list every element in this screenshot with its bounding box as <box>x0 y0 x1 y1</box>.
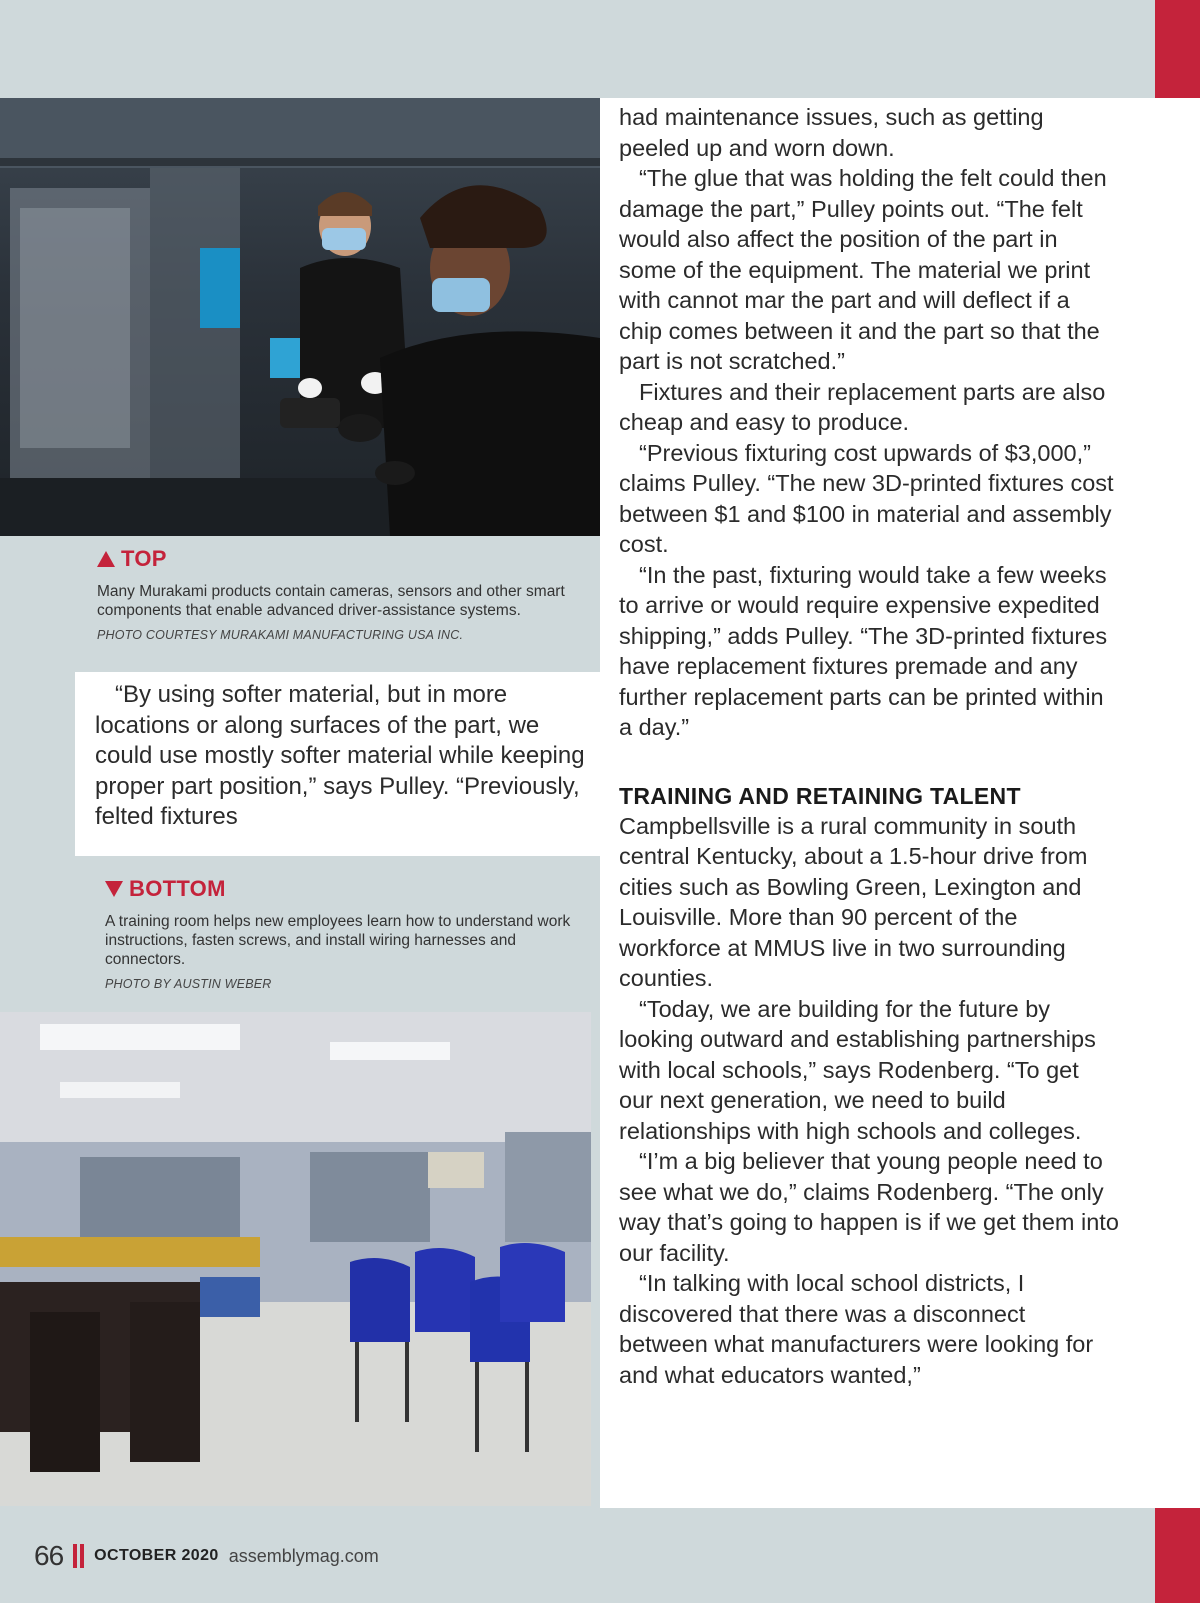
article-column <box>619 102 1119 1390</box>
caption-heading-top <box>97 546 587 572</box>
triangle-down-icon <box>105 881 123 897</box>
pull-quote-text: “By using softer material, but in more locations or along surfaces of the part, we could use mostly softer material while keeping proper part position,” says Pulley. “Previously, felted fixtures <box>95 681 585 830</box>
article-paragraph: Campbellsville is a rural community in south central Kentucky, about a 1.5-hour drive from cities such as Bowling Green, Lexington and Louisville. More than 90 percent of the workforce at MMUS live in two surrounding counties. <box>619 812 1088 991</box>
photo-credit: PHOTO BY AUSTIN WEBER <box>105 977 272 991</box>
caption-heading-bottom <box>105 876 575 902</box>
page-footer <box>34 1540 379 1572</box>
top-photo-caption <box>97 546 587 642</box>
triangle-up-icon <box>97 551 115 567</box>
caption-heading-text: BOTTOM <box>129 876 226 901</box>
top-band <box>0 0 1155 98</box>
section-subhead: TRAINING AND RETAINING TALENT <box>619 782 1021 809</box>
footer-divider-icon <box>73 1544 84 1568</box>
training-room-photo <box>0 1012 591 1506</box>
article-paragraph: “Previous fixturing cost upwards of $3,000,” claims Pulley. “The new 3D-printed fixtures cost between $1 and $100 in material and assembly cost. <box>619 439 1114 557</box>
factory-workers-photo <box>0 98 600 536</box>
article-paragraph: “The glue that was holding the felt could then damage the part,” Pulley points out. “The felt would also affect the position of the part in some of the equipment. The material we print with cannot mar the part and will deflect if a chip comes between it and the part so that the part is not scratched.” <box>619 165 1107 374</box>
issue-date: OCTOBER 2020 <box>94 1547 219 1564</box>
website-link[interactable]: assemblymag.com <box>228 1545 379 1566</box>
photo-credit: PHOTO COURTESY MURAKAMI MANUFACTURING USA INC. <box>97 628 464 642</box>
bottom-photo-caption <box>105 876 575 991</box>
red-edge-tab-bottom <box>1155 1508 1200 1603</box>
caption-heading-text: TOP <box>121 546 167 571</box>
article-paragraph: had maintenance issues, such as getting peeled up and worn down. <box>619 104 1044 161</box>
red-edge-tab-top <box>1155 0 1200 98</box>
article-paragraph: “Today, we are building for the future by looking outward and establishing partnerships with local schools,” says Rodenberg. “To get our next generation, we need to build relationships with high schools and colleges. <box>619 995 1096 1144</box>
article-paragraph: “In talking with local school districts, I discovered that there was a disconnect between what manufacturers were looking for and what educators wanted,” <box>619 1270 1094 1388</box>
caption-body: Many Murakami products contain cameras, sensors and other smart components that enable advanced driver-assistance systems. <box>97 583 565 619</box>
article-paragraph: “In the past, fixturing would take a few weeks to arrive or would require expensive expedited shipping,” adds Pulley. “The 3D-printed fixtures have replacement fixtures premade and any further replacement parts can be printed within a day.” <box>619 561 1108 740</box>
page-number: 66 <box>34 1540 64 1571</box>
article-paragraph: Fixtures and their replacement parts are also cheap and easy to produce. <box>619 378 1106 435</box>
caption-body: A training room helps new employees learn how to understand work instructions, fasten screws, and install wiring harnesses and connectors. <box>105 913 571 968</box>
article-paragraph: “I’m a big believer that young people need to see what we do,” claims Rodenberg. “The only way that’s going to happen is if we get them into our facility. <box>619 1148 1119 1266</box>
